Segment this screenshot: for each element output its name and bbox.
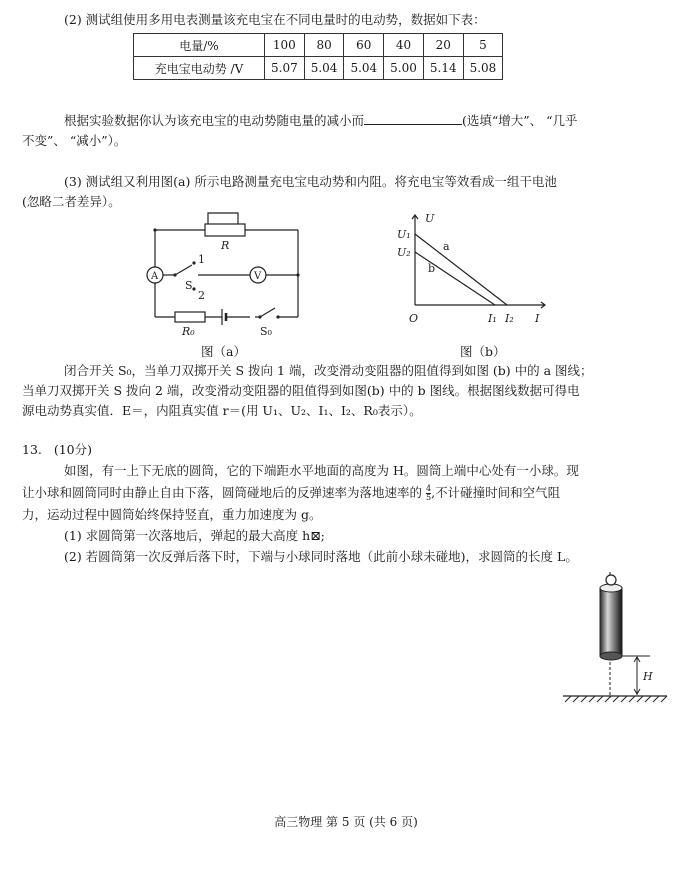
label-S: S [185, 279, 193, 292]
question-number: 13. [22, 442, 42, 457]
ball [606, 575, 616, 585]
label-U2: U₂ [397, 246, 411, 259]
q13-line1: 如图，有一上下无底的圆筒，它的下端距水平地面的高度为 H。圆筒上端中心处有一小球。现 [64, 463, 579, 478]
table-cell: 5 [463, 34, 503, 57]
label-A: A [151, 271, 159, 282]
conclusion-text-b: (选填“增大”、 “几乎 [462, 113, 578, 128]
table-cell: 5.14 [423, 57, 463, 80]
label-V: V [254, 271, 262, 282]
figure-a-caption: 图（a） [201, 344, 246, 359]
part3-text-line3: 源电动势真实值．E＝，内阻真实值 r＝(用 U₁、U₂、I₁、I₂、R₀表示）。 [22, 403, 422, 418]
fraction-denominator: 5 [426, 493, 432, 502]
label-b: b [428, 262, 436, 275]
label-I1: I₁ [488, 312, 497, 325]
figure-b-caption: 图（b） [460, 344, 506, 359]
label-H: H [643, 670, 653, 683]
question-points: (10分) [53, 442, 92, 457]
table-cell: 40 [384, 34, 424, 57]
label-2: 2 [198, 289, 205, 302]
table-cell: 20 [423, 34, 463, 57]
cylinder [600, 588, 622, 656]
label-U: U [425, 212, 435, 225]
q13-line2 [22, 483, 560, 502]
label-U1: U₁ [397, 228, 411, 241]
part2-conclusion-line2: 不变”、 “减小”）。 [22, 133, 127, 148]
table-header-emf: 充电宝电动势 /V [134, 57, 265, 80]
part3-intro-line2: (忽略二者差异）。 [22, 194, 121, 209]
cylinder-figure [555, 568, 675, 708]
q13-header [22, 440, 92, 458]
label-O: O [409, 312, 419, 325]
label-I2: I₂ [505, 312, 514, 325]
part2-intro: (2) 测试组使用多用电表测量该充电宝在不同电量时的电动势，数据如下表： [64, 12, 486, 27]
label-I: I [535, 312, 540, 325]
table-cell: 100 [265, 34, 305, 57]
q13-sub1: (1) 求圆筒第一次落地后，弹起的最大高度 h⊠; [64, 528, 325, 543]
label-1: 1 [198, 253, 205, 266]
circuit-diagram [130, 205, 310, 360]
label-R0: R₀ [182, 325, 195, 338]
q13-line2-b: ,不计碰撞时间和空气阻 [431, 485, 561, 500]
table-cell: 5.04 [304, 57, 344, 80]
label-a: a [443, 240, 450, 253]
answer-blank[interactable] [364, 112, 462, 125]
conclusion-text-a: 根据实验数据你认为该充电宝的电动势随电量的减小而 [64, 113, 365, 128]
q13-line3: 力，运动过程中圆筒始终保持竖直，重力加速度为 g。 [22, 507, 322, 522]
table-row [134, 34, 503, 57]
part3-intro-line1: (3) 测试组又利用图(a) 所示电路测量充电宝电动势和内阻。将充电宝等效看成一组干电池 [64, 174, 557, 189]
table-cell: 5.08 [463, 57, 503, 80]
ui-graph [395, 210, 555, 340]
table-cell: 5.04 [344, 57, 384, 80]
table-cell: 5.07 [265, 57, 305, 80]
table-cell: 5.00 [384, 57, 424, 80]
emf-table [133, 33, 503, 80]
page-footer: 高三物理 第 5 页 (共 6 页) [274, 815, 418, 829]
line-b [415, 252, 495, 305]
table-header-charge: 电量/% [134, 34, 265, 57]
label-S0: S₀ [260, 325, 272, 338]
table-cell: 80 [304, 34, 344, 57]
label-R: R [221, 239, 230, 252]
part2-conclusion-line1 [64, 111, 578, 129]
q13-line2-a: 让小球和圆筒同时由静止自由下落，圆筒碰地后的反弹速率为落地速率的 [22, 485, 423, 500]
fraction-numerator: 4 [426, 484, 432, 493]
q13-sub2: (2) 若圆筒第一次反弹后落下时，下端与小球同时落地（此前小球未碰地)，求圆筒的长度 L。 [64, 549, 578, 564]
table-cell: 60 [344, 34, 384, 57]
part3-text-line2: 当单刀双掷开关 S 拨向 2 端，改变滑动变阻器的阻值得到如图(b) 中的 b 图线。根据图线数据可得电 [22, 383, 580, 398]
part3-text-line1: 闭合开关 S₀，当单刀双掷开关 S 拨向 1 端，改变滑动变阻器的阻值得到如图 (b) 中的 a 图线； [64, 363, 593, 378]
table-row [134, 57, 503, 80]
